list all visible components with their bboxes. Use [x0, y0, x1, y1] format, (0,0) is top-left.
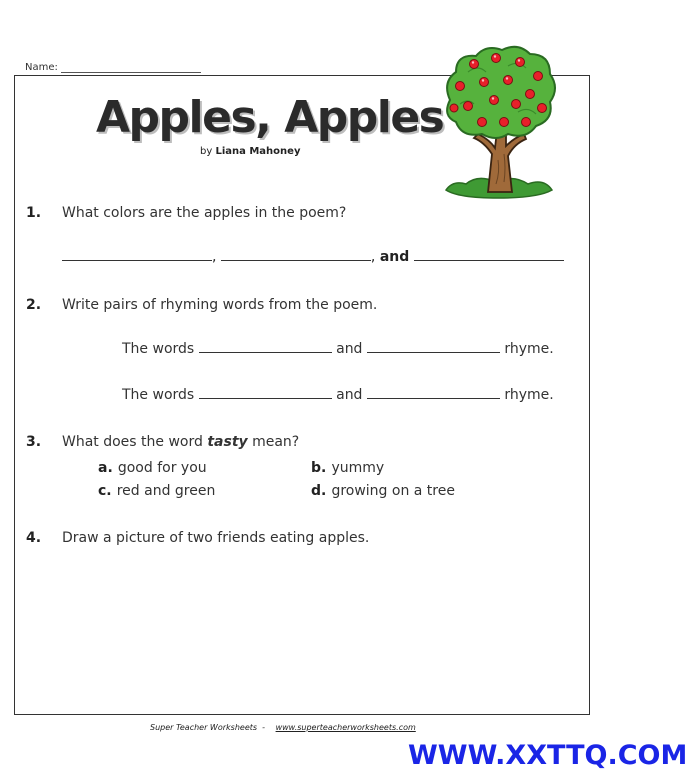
rhyme-row-1	[122, 338, 554, 357]
question-1-answer-row	[62, 246, 564, 265]
option-a[interactable]	[98, 457, 207, 476]
question-3-text-after: mean?	[252, 434, 300, 450]
rhyme-row-2	[122, 384, 554, 403]
name-label: Name:	[25, 62, 58, 73]
footer-url-link[interactable]: www.superteacherworksheets.com	[275, 723, 416, 732]
question-1-number: 1.	[26, 205, 42, 221]
comma-2: ,	[370, 249, 376, 265]
option-b-letter: b.	[311, 460, 327, 476]
answer-blank-2[interactable]	[221, 246, 371, 261]
question-3-emphasis: tasty	[207, 434, 248, 450]
name-field	[25, 62, 201, 73]
rhyme-row-and: and	[336, 387, 363, 403]
rhyme-blank-2b[interactable]	[367, 384, 500, 399]
author-name: Liana Mahoney	[215, 146, 301, 157]
apple-tree-icon	[438, 42, 558, 202]
watermark: WWW.XXTTQ.COM	[408, 740, 687, 771]
footer	[150, 723, 416, 732]
question-4-number: 4.	[26, 530, 42, 546]
rhyme-blank-1b[interactable]	[367, 338, 500, 353]
rhyme-blank-2a[interactable]	[199, 384, 332, 399]
rhyme-row-suffix: rhyme.	[504, 387, 554, 403]
footer-dash: -	[262, 723, 266, 732]
option-c-letter: c.	[98, 483, 112, 499]
page-title: Apples, Apples	[96, 92, 444, 143]
and-word: and	[379, 249, 410, 265]
question-2-text: Write pairs of rhyming words from the poem.	[62, 297, 378, 313]
comma-1: ,	[212, 249, 217, 265]
option-d-text: growing on a tree	[331, 483, 455, 499]
name-blank	[61, 62, 201, 73]
option-c[interactable]	[98, 480, 215, 499]
rhyme-row-and: and	[336, 341, 363, 357]
rhyme-blank-1a[interactable]	[199, 338, 332, 353]
option-a-text: good for you	[117, 460, 207, 476]
question-3-text-before: What does the word	[62, 434, 203, 450]
rhyme-row-suffix: rhyme.	[504, 341, 554, 357]
option-d-letter: d.	[311, 483, 327, 499]
drawing-area[interactable]	[40, 556, 560, 706]
question-2-number: 2.	[26, 297, 42, 313]
option-b-text: yummy	[331, 460, 385, 476]
answer-blank-1[interactable]	[62, 246, 212, 261]
rhyme-row-prefix: The words	[122, 387, 195, 403]
question-3-text	[62, 434, 299, 450]
question-3-number: 3.	[26, 434, 42, 450]
byline	[200, 146, 300, 157]
option-d[interactable]	[311, 480, 455, 499]
option-a-letter: a.	[98, 460, 113, 476]
answer-blank-3[interactable]	[414, 246, 564, 261]
question-4-text: Draw a picture of two friends eating apples.	[62, 530, 370, 546]
question-1-text: What colors are the apples in the poem?	[62, 205, 347, 221]
byline-prefix: by	[200, 146, 213, 157]
footer-brand: Super Teacher Worksheets	[150, 723, 258, 732]
option-b[interactable]	[311, 457, 384, 476]
option-c-text: red and green	[116, 483, 216, 499]
rhyme-row-prefix: The words	[122, 341, 195, 357]
